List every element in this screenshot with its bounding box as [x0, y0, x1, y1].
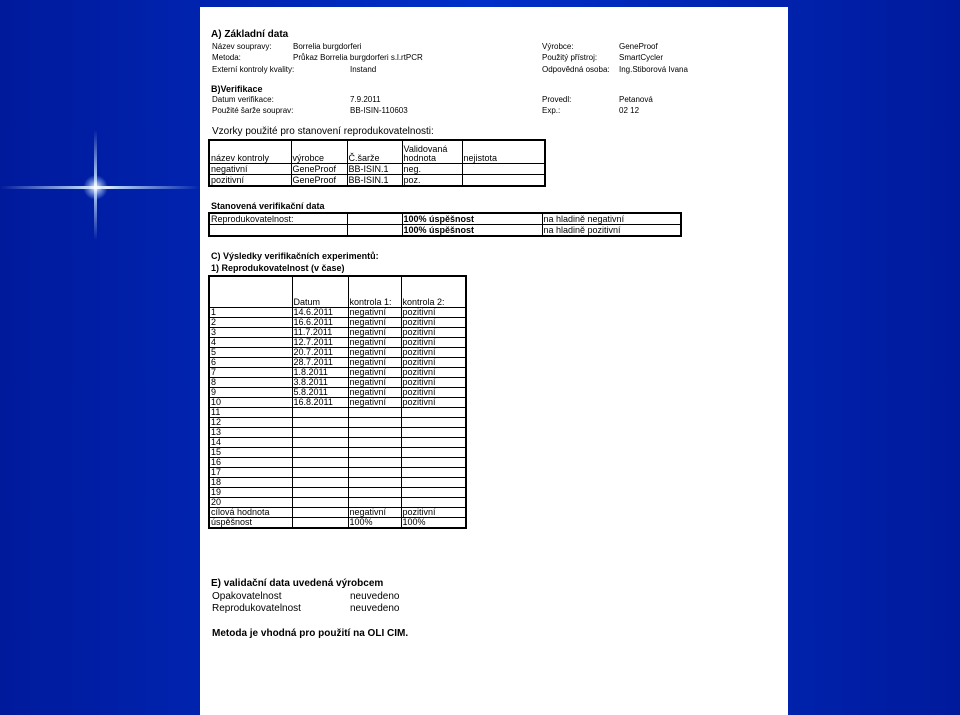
table-cell: pozitivní	[401, 388, 466, 398]
table-cell: na hladině negativní	[542, 213, 681, 225]
table-cell	[292, 498, 348, 508]
header-cell: Č.šarže	[347, 140, 402, 164]
table-cell	[348, 448, 401, 458]
table-cell: 4	[209, 338, 292, 348]
instrument-label: Použitý přístroj:	[542, 53, 598, 62]
table-cell	[401, 448, 466, 458]
samples-table	[208, 139, 546, 187]
table-cell: 100%	[401, 518, 466, 529]
table-cell: 19	[209, 488, 292, 498]
table-cell	[401, 418, 466, 428]
table-cell: 11.7.2011	[292, 328, 348, 338]
table-row	[209, 468, 466, 478]
table-cell	[292, 408, 348, 418]
table-row	[209, 398, 466, 408]
table-cell: 10	[209, 398, 292, 408]
table-cell: 8	[209, 378, 292, 388]
table-cell: BB-ISIN.1	[347, 175, 402, 187]
table-row	[209, 318, 466, 328]
table-cell	[401, 488, 466, 498]
method-label: Metoda:	[212, 53, 241, 62]
table-cell	[401, 458, 466, 468]
table-cell	[348, 438, 401, 448]
table-cell: negativní	[348, 388, 401, 398]
table-cell: 13	[209, 428, 292, 438]
table-cell: 16.8.2011	[292, 398, 348, 408]
reproducibility-rows	[209, 308, 466, 529]
table-cell: negativní	[348, 308, 401, 318]
verif-date-value: 7.9.2011	[350, 95, 381, 104]
verif-title: Stanovená verifikační data	[211, 201, 325, 211]
table-cell	[347, 225, 402, 237]
table-row	[209, 478, 466, 488]
table-cell: cílová hodnota	[209, 508, 292, 518]
table-row	[209, 378, 466, 388]
table-cell: pozitivní	[401, 358, 466, 368]
table-cell	[292, 508, 348, 518]
header-cell: kontrola 1:	[348, 276, 401, 308]
table-cell: 2	[209, 318, 292, 328]
table-cell: pozitivní	[401, 348, 466, 358]
document-page	[200, 7, 788, 715]
table-cell: 6	[209, 358, 292, 368]
table-cell: pozitivní	[401, 398, 466, 408]
table-cell: 28.7.2011	[292, 358, 348, 368]
table-cell	[209, 225, 347, 237]
table-cell: 1.8.2011	[292, 368, 348, 378]
table-cell	[348, 498, 401, 508]
table-cell: negativní	[348, 378, 401, 388]
manufacturer-label: Výrobce:	[542, 42, 574, 51]
table-cell	[292, 428, 348, 438]
reproducibility-label: Reprodukovatelnost	[212, 603, 301, 614]
verif-table	[208, 212, 682, 237]
table-row	[209, 308, 466, 318]
table-cell: 5.8.2011	[292, 388, 348, 398]
table-cell: GeneProof	[291, 175, 347, 187]
table-row	[209, 348, 466, 358]
performed-by-value: Petanová	[619, 95, 653, 104]
verif-date-label: Datum verifikace:	[212, 95, 274, 104]
name-value: Borrelia burgdorferi	[293, 42, 362, 51]
table-cell	[347, 213, 402, 225]
table-row	[209, 488, 466, 498]
table-cell: na hladině pozitivní	[542, 225, 681, 237]
table-cell: 9	[209, 388, 292, 398]
table-cell: Reprodukovatelnost:	[209, 213, 347, 225]
table-cell	[348, 408, 401, 418]
table-cell: 3	[209, 328, 292, 338]
table-cell	[292, 448, 348, 458]
table-row	[209, 418, 466, 428]
lot-label: Použité šarže souprav:	[212, 106, 294, 115]
reproducibility-table	[208, 275, 467, 529]
name-label: Název soupravy:	[212, 42, 272, 51]
responsible-value: Ing.Stiborová Ivana	[619, 65, 688, 74]
table-cell: 16.6.2011	[292, 318, 348, 328]
table-cell	[401, 408, 466, 418]
lens-flare-glow	[83, 175, 108, 200]
table-cell	[401, 468, 466, 478]
table-row	[209, 388, 466, 398]
header-cell: Datum	[292, 276, 348, 308]
table-cell: 17	[209, 468, 292, 478]
table-row	[209, 368, 466, 378]
table-cell: 12	[209, 418, 292, 428]
table-row	[209, 408, 466, 418]
table-cell	[348, 418, 401, 428]
exp-value: 02 12	[619, 106, 640, 115]
section-b-title: B)Verifikace	[211, 84, 263, 94]
table-cell: poz.	[402, 175, 462, 187]
table-row	[209, 175, 545, 187]
exp-label: Exp.:	[542, 106, 561, 115]
table-cell: 11	[209, 408, 292, 418]
table-header-row	[209, 140, 545, 164]
table-cell: negativní	[348, 318, 401, 328]
repeatability-label: Opakovatelnost	[212, 591, 282, 602]
ext-control-label: Externí kontroly kvality:	[212, 65, 295, 74]
table-row	[209, 225, 681, 237]
table-cell: 7	[209, 368, 292, 378]
section-e-title: E) validační data uvedená výrobcem	[211, 578, 384, 589]
table-cell	[401, 498, 466, 508]
instrument-value: SmartCycler	[619, 53, 664, 62]
table-cell: negativní	[348, 358, 401, 368]
header-cell: Validovaná hodnota	[402, 140, 462, 164]
table-cell	[348, 478, 401, 488]
table-cell	[292, 488, 348, 498]
table-cell: 5	[209, 348, 292, 358]
table-cell: negativní	[348, 348, 401, 358]
section-a-title: A) Základní data	[211, 29, 289, 40]
table-row	[209, 328, 466, 338]
table-row	[209, 428, 466, 438]
section-c-title: C) Výsledky verifikačních experimentů:	[211, 251, 379, 261]
header-cell: kontrola 2:	[401, 276, 466, 308]
table-cell: 12.7.2011	[292, 338, 348, 348]
table-cell	[348, 488, 401, 498]
header-cell	[209, 276, 292, 308]
table-cell: pozitivní	[401, 378, 466, 388]
manufacturer-value: GeneProof	[619, 42, 658, 51]
responsible-label: Odpovědná osoba:	[542, 65, 610, 74]
table-cell: 100% úspěšnost	[402, 225, 542, 237]
table-cell: negativní	[348, 368, 401, 378]
table-cell: negativní	[348, 398, 401, 408]
table-cell: pozitivní	[401, 328, 466, 338]
table-row	[209, 498, 466, 508]
table-cell: BB-ISIN.1	[347, 164, 402, 175]
table-cell: pozitivní	[401, 318, 466, 328]
table-cell	[401, 478, 466, 488]
table-cell	[292, 468, 348, 478]
method-value: Průkaz Borrelia burgdorferi s.l.rtPCR	[293, 53, 423, 62]
table-row	[209, 358, 466, 368]
table-row	[209, 438, 466, 448]
table-cell	[401, 438, 466, 448]
performed-by-label: Provedl:	[542, 95, 572, 104]
table-cell: pozitivní	[209, 175, 291, 187]
table-cell	[348, 468, 401, 478]
table-cell	[292, 418, 348, 428]
table-cell: negativní	[209, 164, 291, 175]
reproducibility-value: neuvedeno	[350, 603, 400, 614]
table-cell: pozitivní	[401, 308, 466, 318]
table-cell: 1	[209, 308, 292, 318]
table-cell	[292, 518, 348, 529]
ext-control-value: Instand	[350, 65, 377, 74]
table-cell: úspěšnost	[209, 518, 292, 529]
table-row	[209, 164, 545, 175]
table-cell	[348, 458, 401, 468]
conclusion: Metoda je vhodná pro použití na OLI CIM.	[212, 628, 409, 639]
table-cell	[348, 428, 401, 438]
table-row	[209, 458, 466, 468]
samples-title: Vzorky použité pro stanovení reprodukovatelnosti:	[212, 126, 434, 137]
header-cell: nejistota	[462, 140, 545, 164]
table-cell: 16	[209, 458, 292, 468]
table-cell: pozitivní	[401, 368, 466, 378]
table-cell: negativní	[348, 328, 401, 338]
table-cell: 15	[209, 448, 292, 458]
table-cell	[292, 438, 348, 448]
table-cell: pozitivní	[401, 338, 466, 348]
table-cell	[401, 428, 466, 438]
table-cell: pozitivní	[401, 508, 466, 518]
table-cell: 14.6.2011	[292, 308, 348, 318]
table-cell	[462, 164, 545, 175]
table-row	[209, 213, 681, 225]
header-cell: název kontroly	[209, 140, 291, 164]
repeatability-value: neuvedeno	[350, 591, 400, 602]
table-cell	[462, 175, 545, 187]
table-cell: 100%	[348, 518, 401, 529]
lot-value: BB-ISIN-110603	[350, 106, 408, 115]
table-cell: neg.	[402, 164, 462, 175]
table-cell: 18	[209, 478, 292, 488]
table-cell: negativní	[348, 508, 401, 518]
table-cell: 14	[209, 438, 292, 448]
table-cell: 20	[209, 498, 292, 508]
table-row	[209, 338, 466, 348]
table-cell: 100% úspěšnost	[402, 213, 542, 225]
table-row	[209, 518, 466, 529]
table-cell	[292, 458, 348, 468]
table-header-row	[209, 276, 466, 308]
table-cell: negativní	[348, 338, 401, 348]
table-cell: GeneProof	[291, 164, 347, 175]
section-c-subtitle: 1) Reprodukovatelnost (v čase)	[211, 263, 345, 273]
table-row	[209, 508, 466, 518]
table-cell	[292, 478, 348, 488]
table-cell: 20.7.2011	[292, 348, 348, 358]
header-cell: výrobce	[291, 140, 347, 164]
table-row	[209, 448, 466, 458]
table-cell: 3.8.2011	[292, 378, 348, 388]
